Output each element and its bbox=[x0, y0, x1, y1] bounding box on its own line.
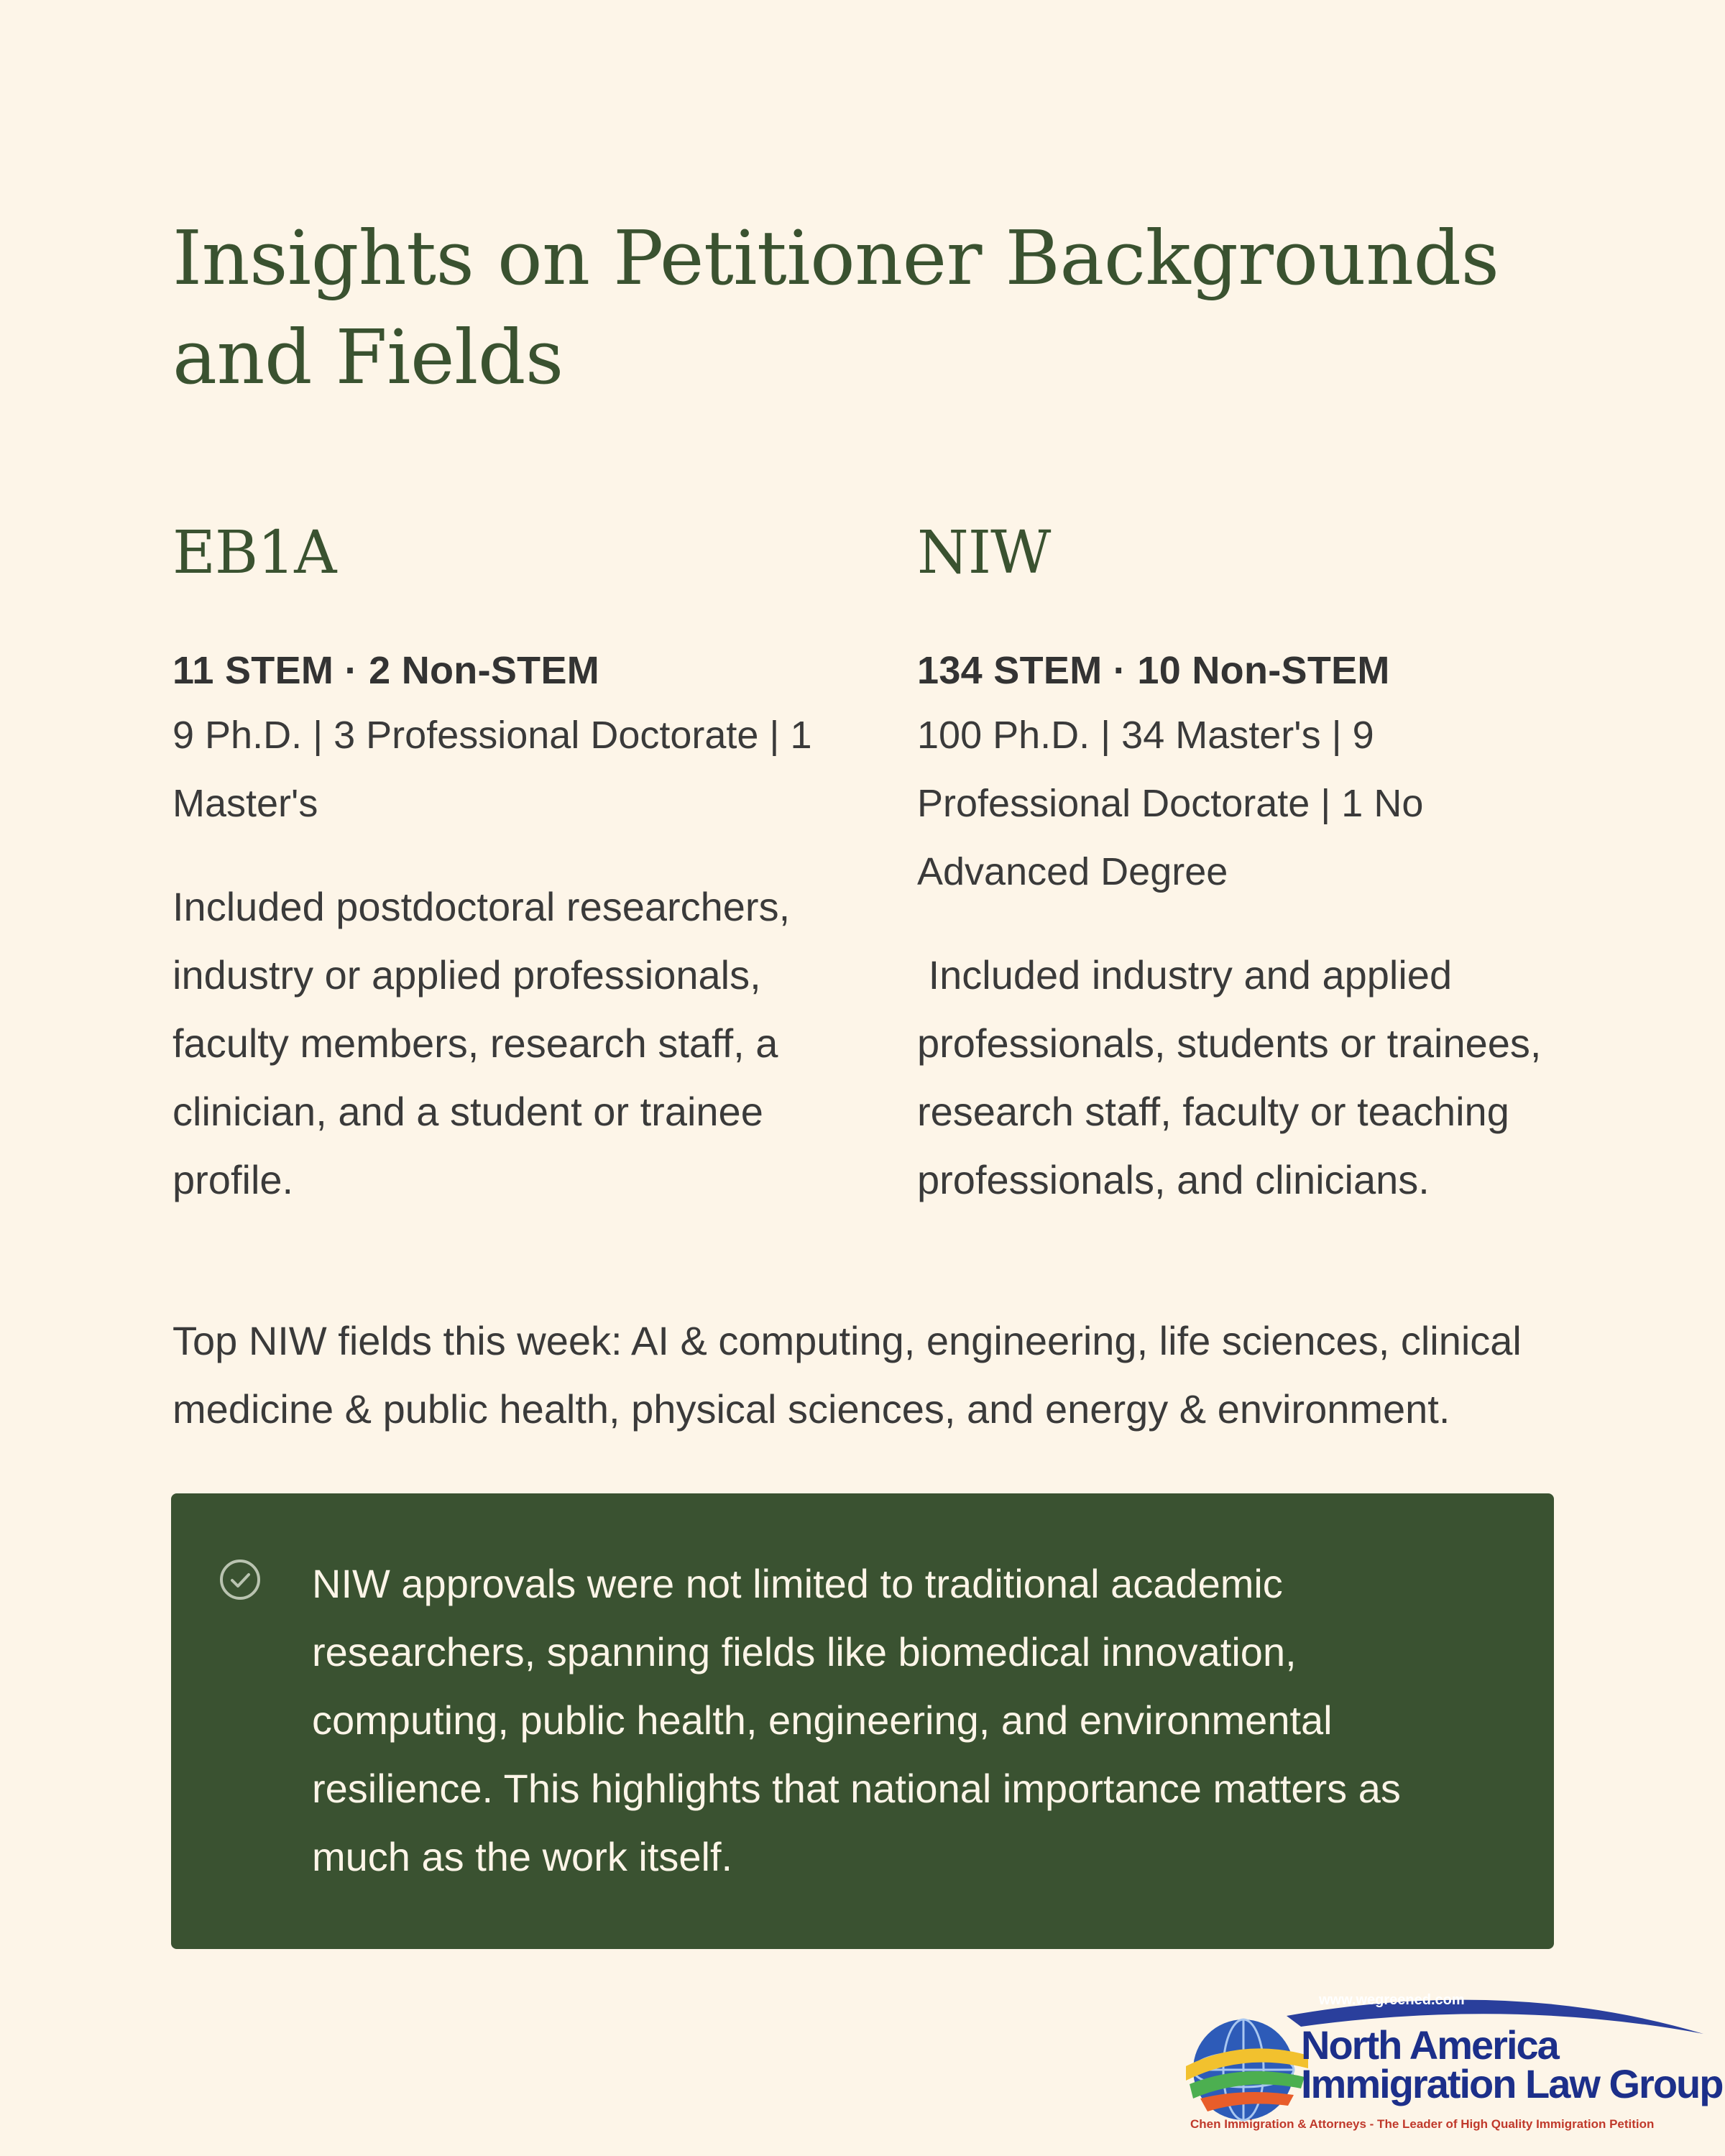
niw-column bbox=[917, 517, 1564, 1214]
logo-tagline: Chen Immigration & Attorneys - The Leader of High Quality Immigration Petition bbox=[1190, 2117, 1655, 2131]
eb1a-degrees: 9 Ph.D. | 3 Professional Doctorate | 1 Master's bbox=[172, 714, 812, 825]
niw-heading: NIW bbox=[917, 519, 1051, 587]
callout-text: NIW approvals were not limited to traditional academic researchers, spanning fields like biomedical innovation, computing, public health, engineering, and environmental resilience. This highlights that national importance matters as much as the work itself. bbox=[312, 1561, 1401, 1879]
company-logo bbox=[1164, 1984, 1723, 2149]
logo-url: www.wegreened.com bbox=[1319, 1992, 1465, 2008]
eb1a-column bbox=[172, 517, 819, 1214]
page-title: Insights on Petitioner Backgrounds and Fields bbox=[172, 214, 1499, 401]
callout-box bbox=[171, 1493, 1554, 1949]
eb1a-heading: EB1A bbox=[172, 519, 336, 587]
niw-description: Included industry and applied professionals, students or trainees, research staff, faculty or teaching professionals, and clinicians. bbox=[917, 952, 1553, 1202]
logo-name-line2: Immigration Law Group bbox=[1301, 2061, 1723, 2106]
eb1a-stem-stat: 11 STEM · 2 Non-STEM bbox=[172, 649, 600, 692]
check-circle-icon bbox=[218, 1558, 262, 1601]
top-fields-text: Top NIW fields this week: AI & computing, engineering, life sciences, clinical medicine & public health, physical sciences, and energy & environment. bbox=[172, 1318, 1522, 1432]
niw-stem-stat: 134 STEM · 10 Non-STEM bbox=[917, 649, 1390, 692]
eb1a-description: Included postdoctoral researchers, industry or applied professionals, faculty members, research staff, a clinician, and a student or trainee profile. bbox=[172, 884, 791, 1202]
niw-degrees: 100 Ph.D. | 34 Master's | 9 Professional Doctorate | 1 No Advanced Degree bbox=[917, 714, 1424, 893]
logo-name-line1: North America bbox=[1301, 2022, 1558, 2068]
